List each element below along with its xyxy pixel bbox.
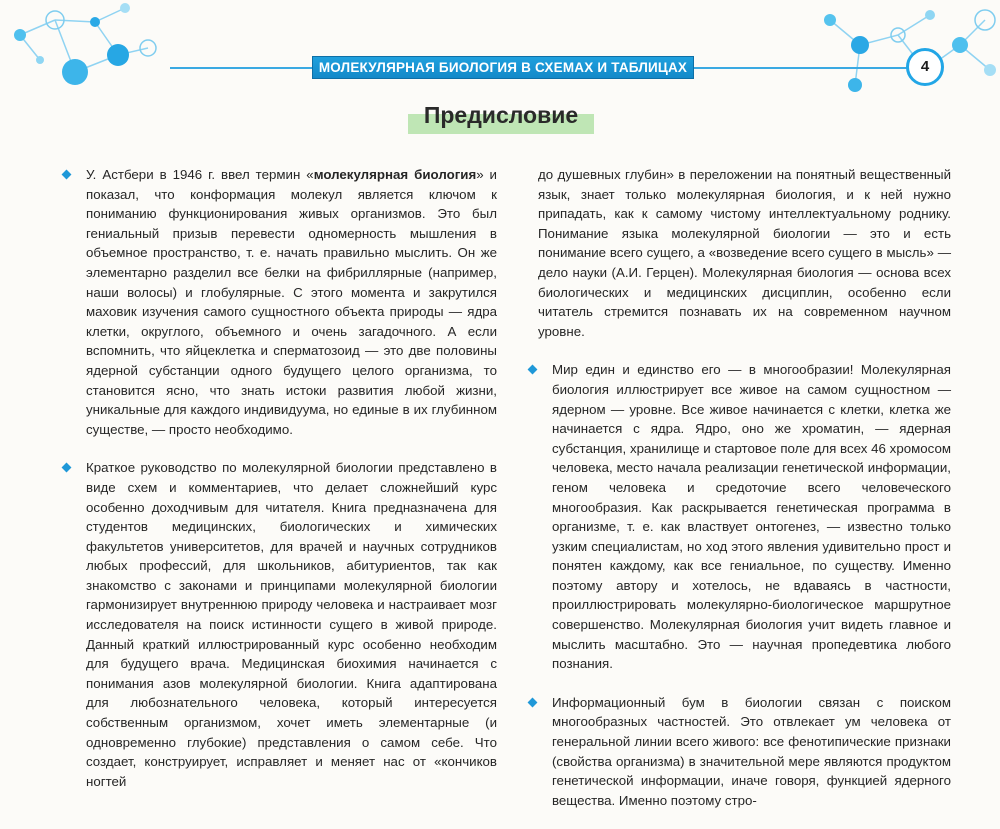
page-title: Предисловие: [423, 102, 579, 128]
paragraph-text: Краткое руководство по молекулярной биологии представлено в виде схем и комментариев, что делает сложнейший курс особенно доходчивым для читателя. Книга предназначена для студентов медицинских, биологических и химических факультетов университетов, для врачей и научных сотрудников любых профессий, для школьников, абитуриентов, так как знакомство с законами и принципами молекулярной биологии гармонизирует внутреннюю природу человека и настраивает мозг исследователя на поиск истинности сущего в живой природе. Данный краткий иллюстрированный курс особенно необходим для будущего врача. Медицинская биохимия начинается с понимания азов молекулярной биологии. Книга адаптирована для любознательного человека, который интересуется собственным организмом, хочет иметь элементарные (и одновременно глубокие) представления о самом себе. Что создает, конструирует, исправляет и меняет нас от «кончиков ногтей: [86, 460, 497, 789]
diamond-bullet-icon: [528, 697, 538, 707]
paragraph-bold-term: молекулярная биология: [313, 167, 477, 182]
paragraph: [62, 458, 497, 791]
paragraph: [62, 165, 497, 439]
header-rule-left: [170, 67, 312, 69]
paragraph-text: Мир един и единство его — в многообразии! Молекулярная биология иллюстрирует все живое на самом сущностном — ядерном — уровне. Все живое начинается с клетки, клетка же начинается с ядра. Ядро, оно же хроматин, — ядерная субстанция, хранилище и стартовое поле для всех 46 хромосом человека, место начала реализации генетической информации, геном человека и средоточие всего человеческого многообразия. Как раскрывается генетическая программа в организме, т. е. как властвует онтогенез, — известно только узким специалистам, но ход этого явления удивительно прост и понятен каждому, как все гениальное, по существу. Именно поэтому автору и хотелось, не вдаваясь в частности, проиллюстрировать молекулярно-биологическое маршрутное совершенство. Молекулярная биология учит видеть главное и мыслить масштабно. Это — научная пропедевтика любого познания.: [552, 362, 951, 672]
paragraph-text: У. Астбери в 1946 г. ввел термин «: [86, 167, 314, 182]
paragraph-text: Информационный бум в биологии связан с поиском многообразных частностей. Это отвлекает ум человека от генеральной линии всего живого: все фенотипические признаки (свойства организма) в значительной мере являются продуктом генетической информации, иначе говоря, функцией ядерного вещества. Именно поэтому стро-: [552, 694, 951, 808]
molecule-network-decoration-left: [0, 0, 170, 100]
diamond-bullet-icon: [528, 365, 538, 375]
right-column: [528, 165, 951, 829]
running-header-banner: МОЛЕКУЛЯРНАЯ БИОЛОГИЯ В СХЕМАХ И ТАБЛИЦАХ: [312, 56, 694, 79]
diamond-bullet-icon: [62, 463, 72, 473]
paragraph-text: до душевных глубин» в переложении на понятный вещественный язык, знает только молекулярная биология, и к ней нужно припадать, как к самому чистому интеллектуальному роднику. Понимание языка молекулярной биологии — это и есть понимание всего сущего, а «возведение всего сущего в мысль» — дело науки (А.И. Герцен). Молекулярная биология — основа всех биологических и медицинских дисциплин, особенно если читатель стремится познавать их на современном научном уровне.: [538, 167, 951, 339]
page-number: 4: [906, 48, 944, 86]
molecule-network-decoration-right: [810, 0, 1000, 110]
left-column: [62, 165, 497, 810]
diamond-bullet-icon: [62, 170, 72, 180]
paragraph: [528, 693, 951, 811]
paragraph-continued: [528, 165, 951, 341]
paragraph-text: » и показал, что конформация молекул является ключом к пониманию функционирования живых организмов. Это был гениальный призыв перевести одномерность мышления в объемное пространство, т. е. начать правильно мыслить. Он же элементарно разделил все белки на фибриллярные (например, наши волосы) и глобулярные. С этого момента и закрутился маховик изучения самого сущностного объекта природы — ядра клетки, округлого, объемного и очень загадочного. А если вспомнить, что яйцеклетка и сперматозоид — это две половины ядерной субстанции одного будущего целого организма, то становится ясно, что знать истоки развития любой жизни, уникальные для каждого индивидуума, но единые в их глубинном существе, — просто необходимо.: [86, 167, 497, 437]
header-rule-right: [694, 67, 908, 69]
paragraph: [528, 360, 951, 674]
